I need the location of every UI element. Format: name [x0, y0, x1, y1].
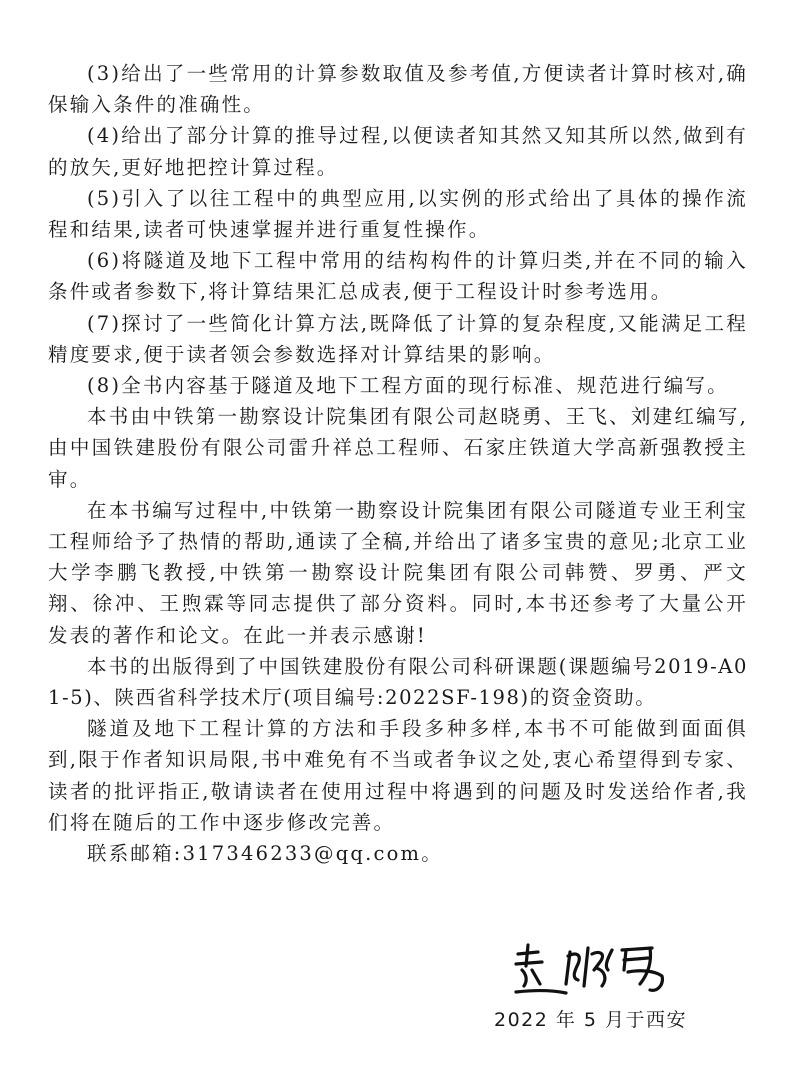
- signature-handwriting: [512, 940, 672, 1000]
- date-place-line: 2022 年 5 月于西安: [494, 1009, 688, 1031]
- paragraph-authors: 本书由中铁第一勘察设计院集团有限公司赵晓勇、王飞、刘建红编写,由中国铁建股份有限公司雷升祥总工程师、石家庄铁道大学高新强教授主审。: [48, 405, 748, 491]
- paragraph-item-7: (7)探讨了一些简化计算方法,既降低了计算的复杂程度,又能满足工程精度要求,便于读者领会参数选择对计算结果的影响。: [48, 311, 748, 366]
- paragraph-item-4: (4)给出了部分计算的推导过程,以便读者知其然又知其所以然,做到有的放矢,更好地把控计算过程。: [48, 124, 748, 179]
- paragraph-acknowledgements: 在本书编写过程中,中铁第一勘察设计院集团有限公司隧道专业王利宝工程师给予了热情的帮助,通读了全稿,并给出了诸多宝贵的意见;北京工业大学李鹏飞教授,中铁第一勘察设计院集团有限公司韩赞、罗勇、严文翔、徐冲、王煦霖等同志提供了部分资料。同时,本书还参考了大量公开发表的著作和论文。在此一并表示感谢!: [48, 498, 748, 647]
- paragraph-item-8: (8)全书内容基于隧道及地下工程方面的现行标准、规范进行编写。: [87, 374, 729, 398]
- paragraph-funding: 本书的出版得到了中国铁建股份有限公司科研课题(课题编号2019-A01-5)、陕西省科学技术厅(项目编号:2022SF-198)的资金资助。: [48, 654, 748, 710]
- preface-body: [48, 58, 748, 869]
- paragraph-item-5: (5)引入了以往工程中的典型应用,以实例的形式给出了具体的操作流程和结果,读者可快速掌握并进行重复性操作。: [48, 186, 748, 242]
- paragraph-item-3: (3)给出了一些常用的计算参数取值及参考值,方便读者计算时核对,确保输入条件的准确性。: [48, 62, 748, 117]
- paragraph-limitations: 隧道及地下工程计算的方法和手段多种多样,本书不可能做到面面俱到,限于作者知识局限,书中难免有不当或者争议之处,衷心希望得到专家、读者的批评指正,敬请读者在使用过程中将遇到的问题及时发送给作者,我们将在随后的工作中逐步修改完善。: [48, 717, 748, 834]
- author-signature: [512, 940, 672, 1000]
- paragraph-item-6: (6)将隧道及地下工程中常用的结构构件的计算归类,并在不同的输入条件或者参数下,将计算结果汇总成表,便于工程设计时参考选用。: [48, 249, 748, 304]
- paragraph-contact-email: 联系邮箱:317346233@qq.com。: [87, 842, 443, 866]
